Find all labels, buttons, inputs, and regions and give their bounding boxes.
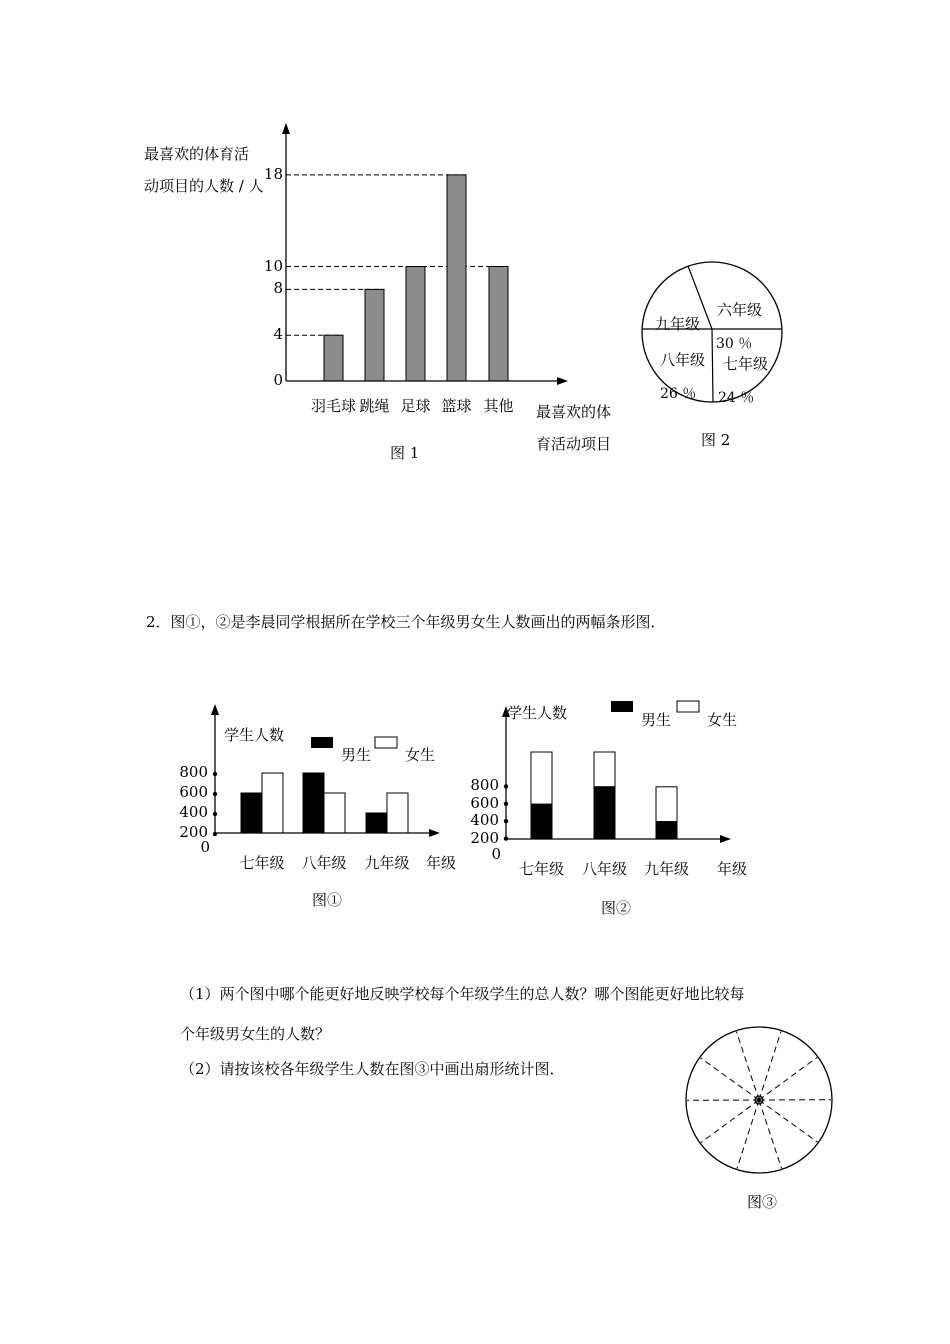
figure-a-y-tick-400: 400 bbox=[179, 803, 208, 821]
figure-1-caption: 图 1 bbox=[390, 444, 420, 462]
figure-b-ylabel: 学生人数 bbox=[507, 704, 568, 722]
figure-1-ylabel-line2: 动项目的人数 / 人 bbox=[144, 177, 264, 195]
figure-1-x-tick-3: 篮球 bbox=[441, 397, 472, 415]
figure-a-y-tick-800: 800 bbox=[179, 763, 208, 781]
pie-2-percent-grade8: 26 ％ bbox=[660, 386, 697, 402]
question-2-intro: 2．图①，②是李晨同学根据所在学校三个年级男女生人数画出的两幅条形图． bbox=[146, 613, 666, 631]
figure-a-ylabel: 学生人数 bbox=[224, 726, 285, 744]
figure-b-xlabel: 年级 bbox=[717, 860, 748, 878]
figure-a-xlabel: 年级 bbox=[426, 854, 457, 872]
figure-1-x-tick-0: 羽毛球 bbox=[310, 397, 357, 415]
figure-a-y-tick-200: 200 bbox=[179, 823, 208, 841]
figure-a-x-tick-1: 八年级 bbox=[301, 854, 347, 872]
figure-a-y-tick-0: 0 bbox=[200, 838, 210, 856]
pie-2-label-grade7: 七年级 bbox=[723, 355, 769, 373]
pie-2-label-grade8: 八年级 bbox=[660, 351, 706, 369]
figure-1-x-tick-4: 其他 bbox=[483, 397, 514, 415]
figure-b-y-tick-400: 400 bbox=[470, 811, 499, 830]
figure-1-x-tick-1: 跳绳 bbox=[359, 397, 390, 415]
pie-2-label-grade6: 六年级 bbox=[717, 301, 763, 319]
figure-b-caption: 图② bbox=[601, 899, 632, 917]
figure-1-y-tick-0: 0 bbox=[273, 371, 283, 389]
figure-b-legend-male-label: 男生 bbox=[641, 711, 672, 729]
figure-b-y-tick-0: 0 bbox=[491, 845, 501, 863]
figure-1-y-tick-18: 18 bbox=[263, 164, 283, 183]
figure-b-x-tick-0: 七年级 bbox=[518, 860, 565, 878]
figure-b-legend-female-label: 女生 bbox=[707, 711, 738, 729]
figure-b-x-tick-2: 九年级 bbox=[643, 860, 690, 878]
figure-1-x-tick-2: 足球 bbox=[400, 397, 431, 415]
figure-1-ylabel-line1: 最喜欢的体育活 bbox=[144, 145, 250, 163]
pie-2-percent-grade7: 24 ％ bbox=[718, 390, 755, 406]
pie-2-label-grade9: 九年级 bbox=[655, 315, 701, 333]
figure-3-caption: 图③ bbox=[747, 1193, 778, 1211]
figure-a-y-tick-600: 600 bbox=[179, 783, 208, 801]
figure-1-y-tick-10: 10 bbox=[263, 256, 283, 275]
question-2-part1-line1: （1）两个图中哪个能更好地反映学校每个年级学生的总人数？哪个图能更好地比较每 bbox=[180, 985, 745, 1003]
figure-a-x-tick-0: 七年级 bbox=[239, 854, 285, 872]
figure-a-legend-male-label: 男生 bbox=[341, 746, 372, 764]
figure-1-xlabel-line2: 育活动项目 bbox=[536, 435, 612, 453]
figure-b-y-tick-800: 800 bbox=[470, 776, 499, 795]
figure-2-caption: 图 2 bbox=[701, 431, 731, 449]
figure-b-y-tick-600: 600 bbox=[470, 793, 499, 812]
figure-a-x-tick-2: 九年级 bbox=[364, 854, 410, 872]
question-2-part2: （2）请按该校各年级学生人数在图③中画出扇形统计图． bbox=[180, 1060, 565, 1078]
figure-a-legend-female-label: 女生 bbox=[405, 746, 436, 764]
figure-1-y-tick-8: 8 bbox=[273, 279, 283, 298]
figure-a-caption: 图① bbox=[312, 891, 343, 909]
figure-1-y-tick-4: 4 bbox=[273, 325, 283, 344]
figure-1-xlabel-line1: 最喜欢的体 bbox=[536, 403, 612, 421]
question-2-part1-line2: 个年级男女生的人数？ bbox=[180, 1025, 331, 1043]
figure-b-y-tick-200: 200 bbox=[470, 828, 499, 847]
figure-b-x-tick-1: 八年级 bbox=[581, 860, 628, 878]
pie-2-percent-grade6: 30 ％ bbox=[716, 336, 753, 352]
